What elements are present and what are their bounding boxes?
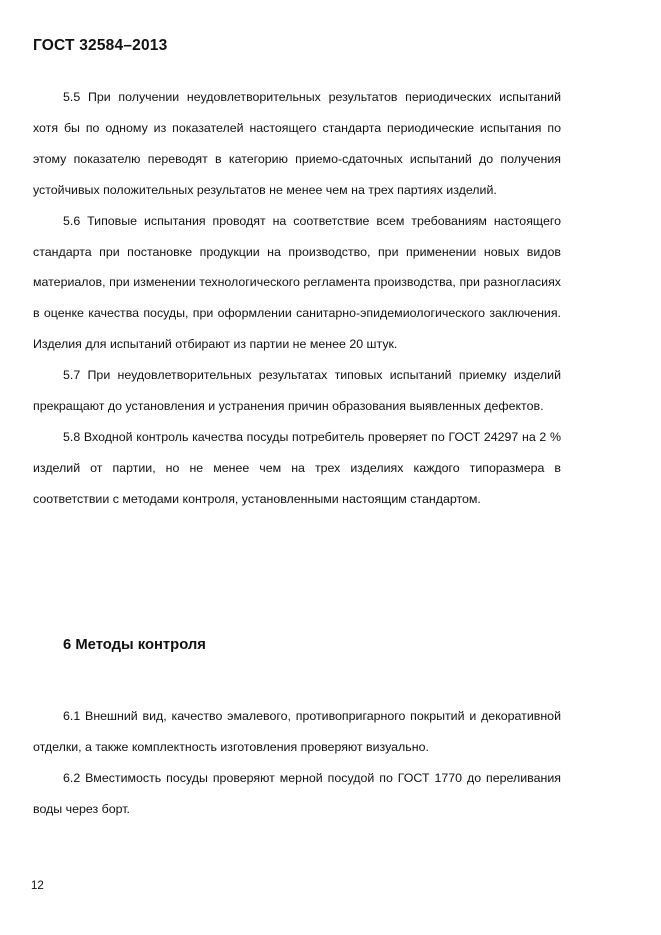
document-header: ГОСТ 32584–2013 — [33, 37, 168, 54]
body-text-block-2 — [33, 701, 561, 825]
paragraph-6-1: 6.1 Внешний вид, качество эмалевого, противопригарного покрытий и декоративной отделки, а также комплектность изготовления проверяют визуально. — [33, 709, 561, 754]
section-heading: 6 Методы контроля — [63, 637, 206, 653]
paragraph-6-2: 6.2 Вместимость посуды проверяют мерной посудой по ГОСТ 1770 до переливания воды через борт. — [33, 770, 561, 816]
page-number: 12 — [31, 880, 44, 892]
paragraph-5-6: 5.6 Типовые испытания проводят на соответствие всем требованиям настоящего стандарта при постановке продукции на производство, при применении новых видов материалов, при изменении технологического регламента производства, при разногласиях в оценке качества посуды, при оформлении санитарно-эпидемиологического заключения. Изделия для испытаний отбирают из партии не менее 20 штук. — [33, 213, 561, 352]
paragraph-5-5: 5.5 При получении неудовлетворительных результатов периодических испытаний хотя бы по одному из показателей настоящего стандарта периодические испытания по этому показателю переводят в категорию приемо-сдаточных испытаний до получения устойчивых положительных результатов не менее чем на трех партиях изделий. — [33, 90, 561, 197]
paragraph-5-8: 5.8 Входной контроль качества посуды потребитель проверяет по ГОСТ 24297 на 2 % изделий от партии, но не менее чем на трех изделиях каждого типоразмера в соответствии с методами контроля, установленными настоящим стандартом. — [33, 429, 561, 506]
paragraph-5-7: 5.7 При неудовлетворительных результатах типовых испытаний приемку изделий прекращают до установления и устранения причин образования выявленных дефектов. — [33, 368, 561, 414]
body-text-block — [33, 82, 561, 515]
